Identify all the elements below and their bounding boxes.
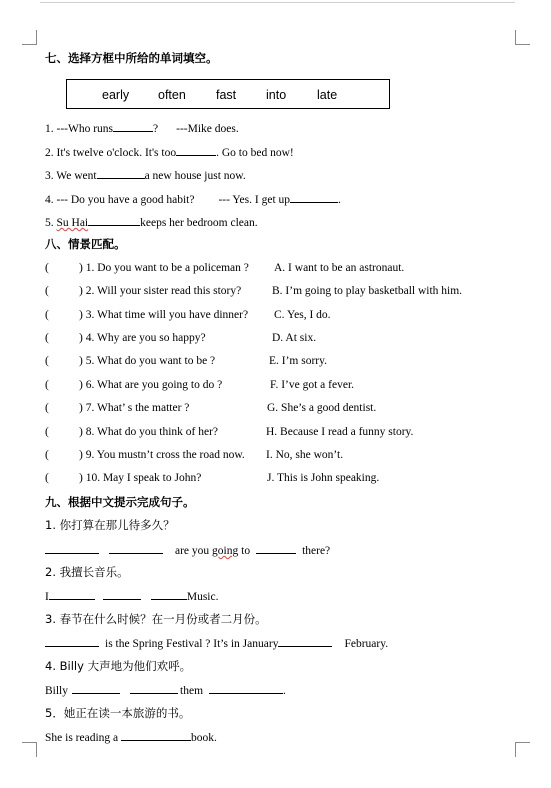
- corner-mark-top-right: [515, 30, 530, 45]
- match-row: [45, 354, 328, 368]
- question-text: 1. ---Who runs: [45, 123, 114, 135]
- section-7-title: 七、选择方框中所给的单词填空。: [45, 51, 218, 65]
- sentence-text: to: [238, 545, 251, 557]
- corner-mark-bottom-left: [22, 742, 37, 757]
- answer-paren[interactable]: (: [45, 402, 49, 414]
- sentence-text: .: [283, 685, 286, 697]
- answer-blank[interactable]: [113, 120, 153, 132]
- match-question: ) 8. What do you think of her?: [79, 426, 219, 438]
- answer-paren[interactable]: (: [45, 426, 49, 438]
- match-answer: D. At six.: [272, 332, 317, 344]
- question-text: . Go to bed now!: [216, 147, 294, 159]
- match-row: [45, 448, 344, 462]
- answer-paren[interactable]: (: [45, 332, 49, 344]
- prompt-9-2-chinese: 2. 我擅长音乐。: [45, 565, 129, 579]
- match-answer: A. I want to be an astronaut.: [274, 262, 405, 274]
- answer-line-9-1: [45, 542, 330, 558]
- answer-blank[interactable]: [209, 682, 283, 694]
- answer-blank[interactable]: [97, 167, 145, 179]
- question-text: 2. It's twelve o'clock. It's too: [45, 147, 177, 159]
- match-row: [45, 331, 317, 345]
- question-text: 4. --- Do you have a good habit?: [45, 194, 195, 206]
- answer-paren[interactable]: (: [45, 472, 49, 484]
- question-name: Su Hai: [56, 217, 89, 229]
- sentence-text: going: [212, 545, 239, 557]
- answer-line-9-3: [45, 635, 388, 651]
- question-text: --- Yes. I get up: [218, 194, 291, 206]
- answer-blank[interactable]: [151, 588, 187, 600]
- answer-blank[interactable]: [290, 191, 338, 203]
- question-text: keeps her bedroom clean.: [140, 217, 258, 229]
- question-text: .: [338, 194, 341, 206]
- corner-mark-bottom-right: [515, 742, 530, 757]
- answer-paren[interactable]: (: [45, 379, 49, 391]
- match-answer: J. This is John speaking.: [267, 472, 380, 484]
- match-row: [45, 378, 355, 392]
- question-text: 5.: [45, 217, 57, 229]
- sentence-text: Music.: [186, 591, 219, 603]
- section-9-title: 九、根据中文提示完成句子。: [45, 495, 195, 509]
- match-question: ) 2. Will your sister read this story?: [79, 285, 242, 297]
- answer-paren[interactable]: (: [45, 285, 49, 297]
- corner-mark-top-left: [22, 30, 37, 45]
- match-row: [45, 401, 377, 415]
- question-7-2: [45, 144, 294, 160]
- match-question: ) 9. You mustn’t cross the road now.: [79, 449, 245, 461]
- match-row: [45, 425, 414, 439]
- match-question: ) 5. What do you want to be ?: [79, 355, 216, 367]
- prompt-9-1-chinese: 1. 你打算在那儿待多久？: [45, 518, 175, 532]
- answer-line-9-4: [45, 682, 286, 698]
- match-answer: I. No, she won’t.: [266, 449, 344, 461]
- match-answer: E. I’m sorry.: [269, 355, 328, 367]
- answer-paren[interactable]: (: [45, 355, 49, 367]
- answer-blank[interactable]: [109, 542, 163, 554]
- match-question: ) 6. What are you going to do ?: [79, 379, 223, 391]
- answer-blank[interactable]: [45, 635, 99, 647]
- match-answer: C. Yes, I do.: [274, 309, 331, 321]
- word-box-item: late: [317, 88, 338, 102]
- answer-blank[interactable]: [278, 635, 332, 647]
- answer-blank[interactable]: [256, 542, 296, 554]
- sentence-text: Billy: [45, 685, 69, 697]
- sentence-text: is the Spring Festival ? It’s in January: [105, 638, 279, 650]
- answer-blank[interactable]: [130, 682, 178, 694]
- match-row: [45, 284, 463, 298]
- answer-blank[interactable]: [88, 214, 140, 226]
- word-box: [66, 79, 390, 109]
- match-row: [45, 261, 405, 275]
- match-answer: B. I’m going to play basketball with him.: [272, 285, 463, 297]
- match-question: ) 7. What’ s the matter ?: [79, 402, 190, 414]
- match-row: [45, 471, 380, 485]
- answer-line-9-5: [45, 729, 217, 745]
- page-top-rule: [40, 2, 515, 3]
- answer-paren[interactable]: (: [45, 449, 49, 461]
- answer-blank[interactable]: [72, 682, 120, 694]
- question-7-4: [45, 191, 341, 207]
- sentence-text: are you: [175, 545, 213, 557]
- sentence-text: I: [45, 591, 49, 603]
- answer-blank[interactable]: [49, 588, 95, 600]
- word-box-item: fast: [216, 88, 237, 102]
- match-question: ) 3. What time will you have dinner?: [79, 309, 249, 321]
- match-answer: G. She’s a good dentist.: [267, 402, 377, 414]
- answer-blank[interactable]: [121, 729, 191, 741]
- question-7-1: [45, 120, 239, 136]
- match-answer: F. I’ve got a fever.: [270, 379, 355, 391]
- word-box-item: early: [102, 88, 130, 102]
- question-7-5: [45, 214, 258, 230]
- section-8-title: 八、情景匹配。: [45, 237, 126, 251]
- sentence-text: She is reading a: [45, 732, 122, 744]
- answer-blank[interactable]: [103, 588, 141, 600]
- question-text: a new house just now.: [144, 170, 246, 182]
- prompt-9-5-chinese: 5．她正在读一本旅游的书。: [45, 706, 191, 720]
- match-row: [45, 308, 331, 322]
- answer-paren[interactable]: (: [45, 309, 49, 321]
- question-text: ---Mike does.: [176, 123, 239, 135]
- prompt-9-4-chinese: 4. Billy 大声地为他们欢呼。: [45, 659, 192, 673]
- sentence-text: book.: [191, 732, 217, 744]
- answer-paren[interactable]: (: [45, 262, 49, 274]
- answer-blank[interactable]: [176, 144, 216, 156]
- sentence-text: them: [180, 685, 204, 697]
- question-text: ?: [153, 123, 159, 135]
- answer-blank[interactable]: [45, 542, 99, 554]
- word-box-item: into: [266, 88, 287, 102]
- sentence-text: there?: [302, 545, 331, 557]
- match-answer: H. Because I read a funny story.: [266, 426, 414, 438]
- sentence-text: February.: [344, 638, 389, 650]
- match-question: ) 4. Why are you so happy?: [79, 332, 206, 344]
- question-7-3: [45, 167, 246, 183]
- match-question: ) 10. May I speak to John?: [79, 472, 202, 484]
- prompt-9-3-chinese: 3. 春节在什么时候？在一月份或者二月份。: [45, 612, 267, 626]
- answer-line-9-2: [45, 588, 218, 604]
- question-text: 3. We went: [45, 170, 97, 182]
- word-box-item: often: [158, 88, 186, 102]
- match-question: ) 1. Do you want to be a policeman ?: [79, 262, 249, 274]
